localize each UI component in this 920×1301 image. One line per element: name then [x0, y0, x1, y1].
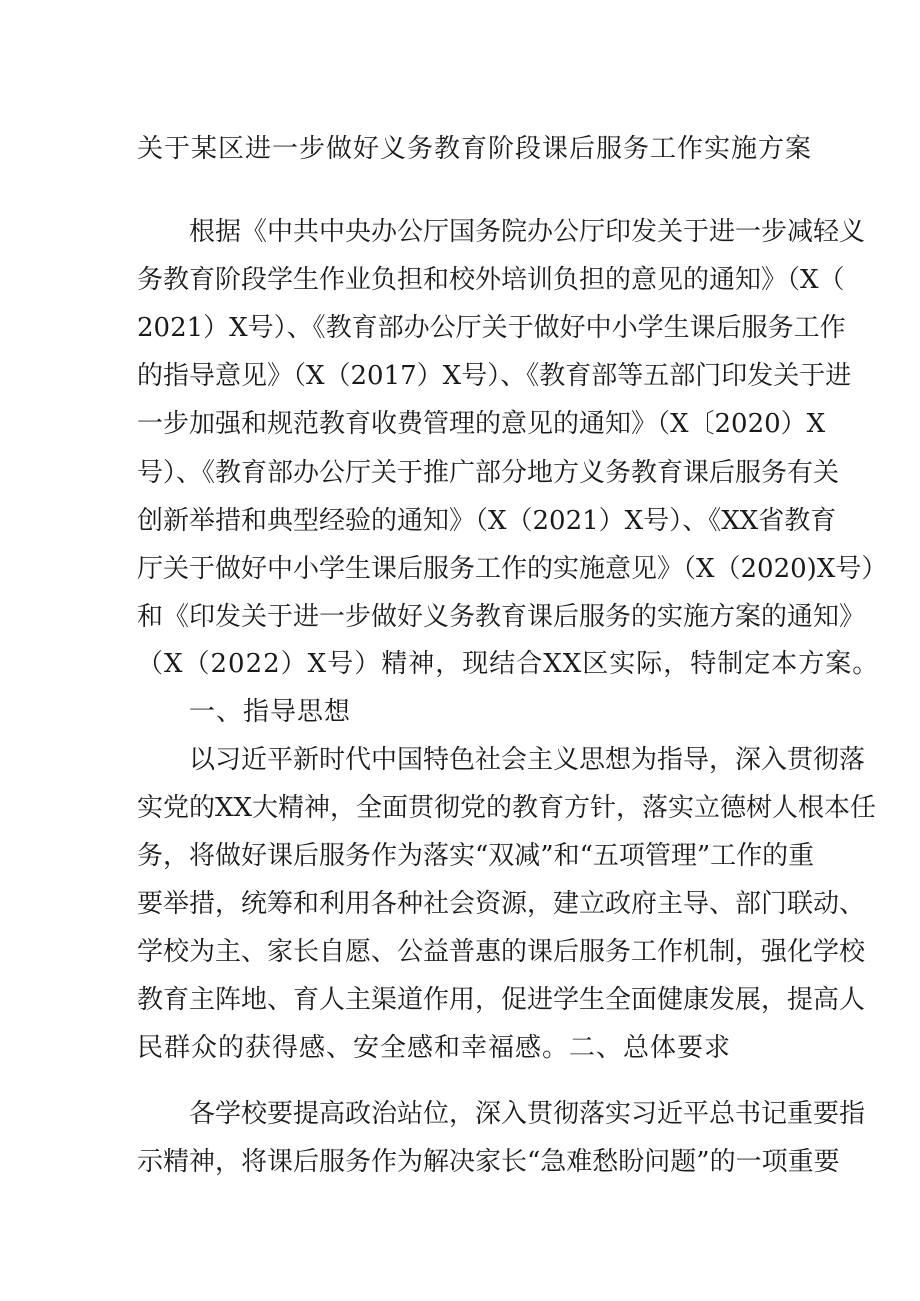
- intro-line: 务教育阶段学生作业负担和校外培训负担的意见的通知》（X（: [137, 265, 845, 295]
- section2-line: 各学校要提高政治站位，深入贯彻落实习近平总书记重要指: [189, 1099, 866, 1129]
- intro-line: 根据《中共中央办公厅国务院办公厅印发关于进一步减轻义: [189, 217, 866, 247]
- section1-line: 以习近平新时代中国特色社会主义思想为指导，深入贯彻落: [189, 745, 866, 775]
- section1-line: 要举措，统筹和利用各种社会资源，建立政府主导、部门联动、: [137, 889, 866, 919]
- intro-line: 和《印发关于进一步做好义务教育课后服务的实施方案的通知》: [137, 602, 866, 632]
- intro-line: 创新举措和典型经验的通知》（X（2021）X号）、《XX省教育: [137, 506, 837, 536]
- intro-line: 一步加强和规范教育收费管理的意见的通知》（X〔2020）X: [137, 409, 826, 439]
- section2-line: 示精神，将课后服务作为解决家长“急难愁盼问题”的一项重要: [137, 1147, 840, 1177]
- section-heading: 一、指导思想: [189, 697, 352, 727]
- document-title: 关于某区进一步做好义务教育阶段课后服务工作实施方案: [137, 134, 813, 164]
- intro-line: 2021）X号）、《教育部办公厅关于做好中小学生课后服务工作: [137, 313, 846, 343]
- section1-line: 教育主阵地、育人主渠道作用，促进学生全面健康发展，提高人: [137, 985, 866, 1015]
- section1-line: 学校为主、家长自愿、公益普惠的课后服务工作机制，强化学校: [137, 937, 866, 967]
- section1-line: 实党的XX大精神，全面贯彻党的教育方针，落实立德树人根本任: [137, 793, 877, 823]
- intro-line: 号）、《教育部办公厅关于推广部分地方义务教育课后服务有关: [137, 458, 840, 488]
- section1-line: 民群众的获得感、安全感和幸福感。二、总体要求: [137, 1033, 732, 1063]
- intro-line: 的指导意见》（X（2017）X号）、《教育部等五部门印发关于进: [137, 361, 852, 391]
- intro-line: 厅关于做好中小学生课后服务工作的实施意见》（X（2020)X号）: [137, 554, 888, 584]
- intro-line: （X（2022）X号）精神，现结合XX区实际，特制定本方案。: [137, 649, 880, 679]
- section1-line: 务，将做好课后服务作为落实“双减”和“五项管理”工作的重: [137, 841, 815, 871]
